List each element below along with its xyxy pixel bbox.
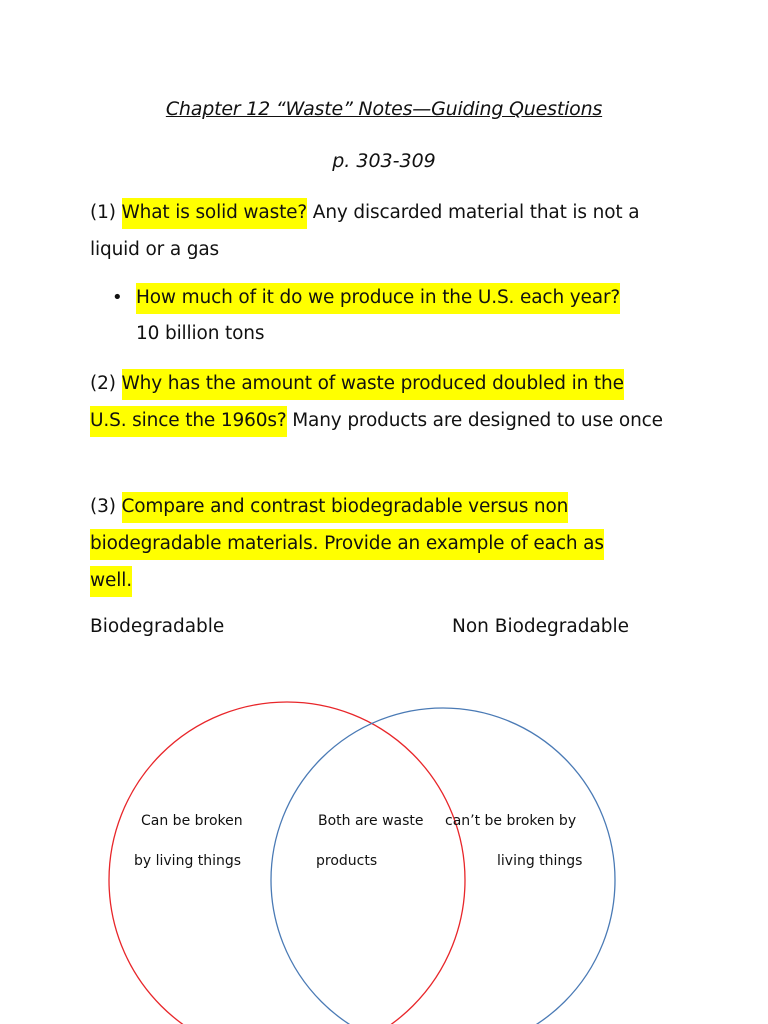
question-3-text-line3: well. <box>90 566 132 597</box>
venn-middle-line1: Both are waste <box>318 813 424 829</box>
venn-left-line2: by living things <box>134 853 242 869</box>
venn-middle-line2: products <box>316 853 378 869</box>
question-1-number: (1) <box>90 202 122 223</box>
question-3-number: (3) <box>90 496 122 517</box>
venn-left-line1: Can be broken <box>141 813 243 829</box>
question-1-answer: Any discarded material that is not a liquid or a gas <box>90 202 640 260</box>
bullet-question: How much of it do we produce in the U.S. each year? <box>136 283 620 314</box>
bullet-answer: 10 billion tons <box>136 323 265 344</box>
question-2-text-line1: Why has the amount of waste produced doubled in the <box>122 369 624 400</box>
venn-right-line2: living things <box>497 853 583 869</box>
label-biodegradable: Biodegradable <box>90 616 225 637</box>
venn-right-line1: can’t be broken by <box>445 813 577 829</box>
question-3-text-line1: Compare and contrast biodegradable versus non <box>122 492 569 523</box>
bullet-marker: • <box>112 287 123 308</box>
question-1-text: What is solid waste? <box>122 198 308 229</box>
question-3-text-line2: biodegradable materials. Provide an example of each as <box>90 529 604 560</box>
question-2-text-line2: U.S. since the 1960s? <box>90 406 287 437</box>
label-non-biodegradable: Non Biodegradable <box>452 616 630 637</box>
question-2-number: (2) <box>90 373 122 394</box>
page-title: Chapter 12 “Waste” Notes—Guiding Questions <box>165 98 603 120</box>
page-range: p. 303-309 <box>332 150 436 172</box>
question-2-answer: Many products are designed to use once <box>286 410 663 431</box>
